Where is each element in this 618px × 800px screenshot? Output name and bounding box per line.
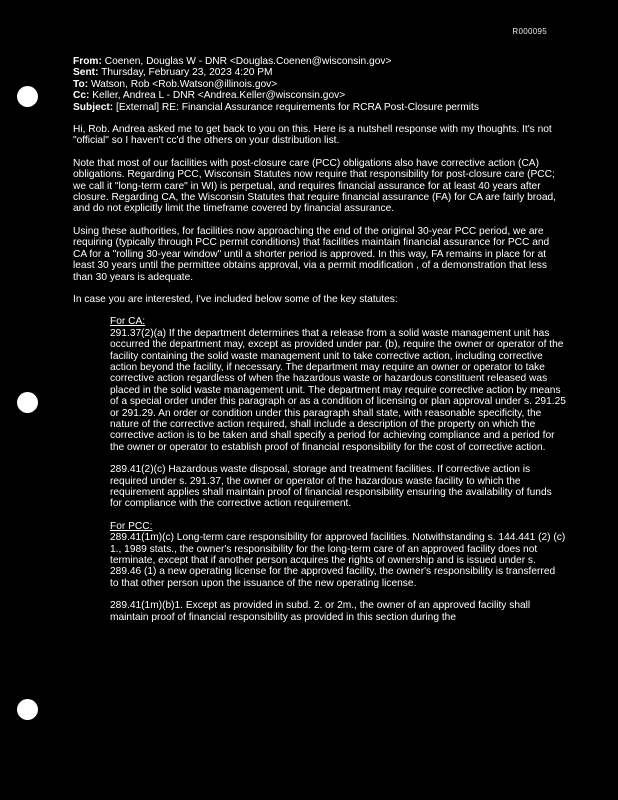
- from-line: [73, 56, 561, 67]
- statute-289-41-1mc: 289.41(1m)(c) Long-term care responsibility for approved facilities. Notwithstanding s. 144.441 (2) (c) 1., 1989 stats., the owner's responsibility for the long-term care of an approved facility does not terminate, except that if another person acquires the rights of ownership and is issued under s. 289.46 (1) a new operating license for the approved facility, the owner's responsibility is transferred to that other person upon the issuance of the new operating license.: [110, 532, 566, 589]
- statute-291-37: 291.37(2)(a) If the department determines that a release from a solid waste management unit has occurred the department may, except as provided under par. (b), require the owner or operator of the facility containing the solid waste management unit to take corrective action, including corrective action beyond the facility, if necessary. The department may require an owner or operator to take corrective action regardless of when the hazardous waste or hazardous constituent released was placed in the solid waste management unit. The department may require corrective action by means of a special order under this paragraph or as a condition of licensing or plan approval under s. 291.25 or 291.29. An order or condition under this paragraph shall state, with reasonable specificity, the nature of the corrective action required, shall include a description of the property on which the corrective action is to be taken and shall specify a period for achieving compliance and a period for the owner or operator to establish proof of financial responsibility for the cost of corrective action.: [110, 327, 566, 453]
- punch-hole: [17, 699, 38, 720]
- cc-value: Keller, Andrea L - DNR <Andrea.Keller@wisconsin.gov>: [92, 90, 346, 102]
- body-paragraph-greeting: Hi, Rob. Andrea asked me to get back to you on this. Here is a nutshell response with my thoughts. It's not "official" so I haven't cc'd the others on your distribution list.: [73, 124, 552, 147]
- subject-label: Subject:: [73, 101, 114, 113]
- cc-line: [73, 90, 561, 101]
- body-paragraph-intro-statutes: In case you are interested, I've included below some of the key statutes:: [73, 293, 398, 305]
- to-line: [73, 79, 561, 90]
- cc-label: Cc:: [73, 90, 90, 102]
- to-label: To:: [73, 78, 89, 90]
- pcc-heading: For PCC:: [110, 520, 153, 532]
- body-paragraph-authorities: Using these authorities, for facilities now approaching the end of the original 30-year PCC period, we are requiring (typically through PCC permit conditions) that facilities maintain financial assurance for PCC and CA for a "rolling 30-year window" until a shorter period is approved. In this way, FA remains in place for at least 30 years until the permittee obtains approval, via a permit modification , of a demonstration that less than 30 years is adequate.: [73, 225, 550, 283]
- statutes-block: [110, 316, 566, 623]
- subject-value: [External] RE: Financial Assurance requirements for RCRA Post-Closure permits: [116, 101, 479, 113]
- statute-289-41-1mb: 289.41(1m)(b)1. Except as provided in subd. 2. or 2m., the owner of an approved facility shall maintain proof of financial responsibility as provided in this section during the: [110, 600, 531, 623]
- punch-hole: [17, 392, 38, 413]
- sent-line: [73, 67, 561, 78]
- from-label: From:: [73, 56, 102, 67]
- body-paragraph-overview: Note that most of our facilities with post-closure care (PCC) obligations also have corrective action (CA) obligations. Regarding PCC, Wisconsin Statutes now require that responsibility for post-closure care (PCC; we call it "long-term care" in WI) is perpetual, and requires financial assurance for at least 40 years after closure. Regarding CA, the Wisconsin Statutes that require financial assurance (FA) for CA are fairly broad, and do not explicitly limit the timeframe covered by financial assurance.: [73, 157, 556, 215]
- punch-hole: [17, 86, 38, 107]
- to-value: Watson, Rob <Rob.Watson@illinois.gov>: [90, 78, 278, 90]
- email-document: [73, 56, 566, 623]
- subject-line: [73, 102, 561, 113]
- sent-value: Thursday, February 23, 2023 4:20 PM: [101, 67, 273, 79]
- statute-289-41-2c: 289.41(2)(c) Hazardous waste disposal, storage and treatment facilities. If corrective action is required under s. 291.37, the owner or operator of the hazardous waste facility to which the requirement applies shall maintain proof of financial responsibility ensuring the availability of funds for compliance with the corrective action requirement.: [110, 464, 552, 510]
- from-value: Coenen, Douglas W - DNR <Douglas.Coenen@wisconsin.gov>: [104, 56, 392, 67]
- email-header: [73, 56, 561, 113]
- ca-heading: For CA:: [110, 316, 146, 328]
- page-id-stamp: R000095: [512, 27, 547, 36]
- sent-label: Sent:: [73, 67, 99, 79]
